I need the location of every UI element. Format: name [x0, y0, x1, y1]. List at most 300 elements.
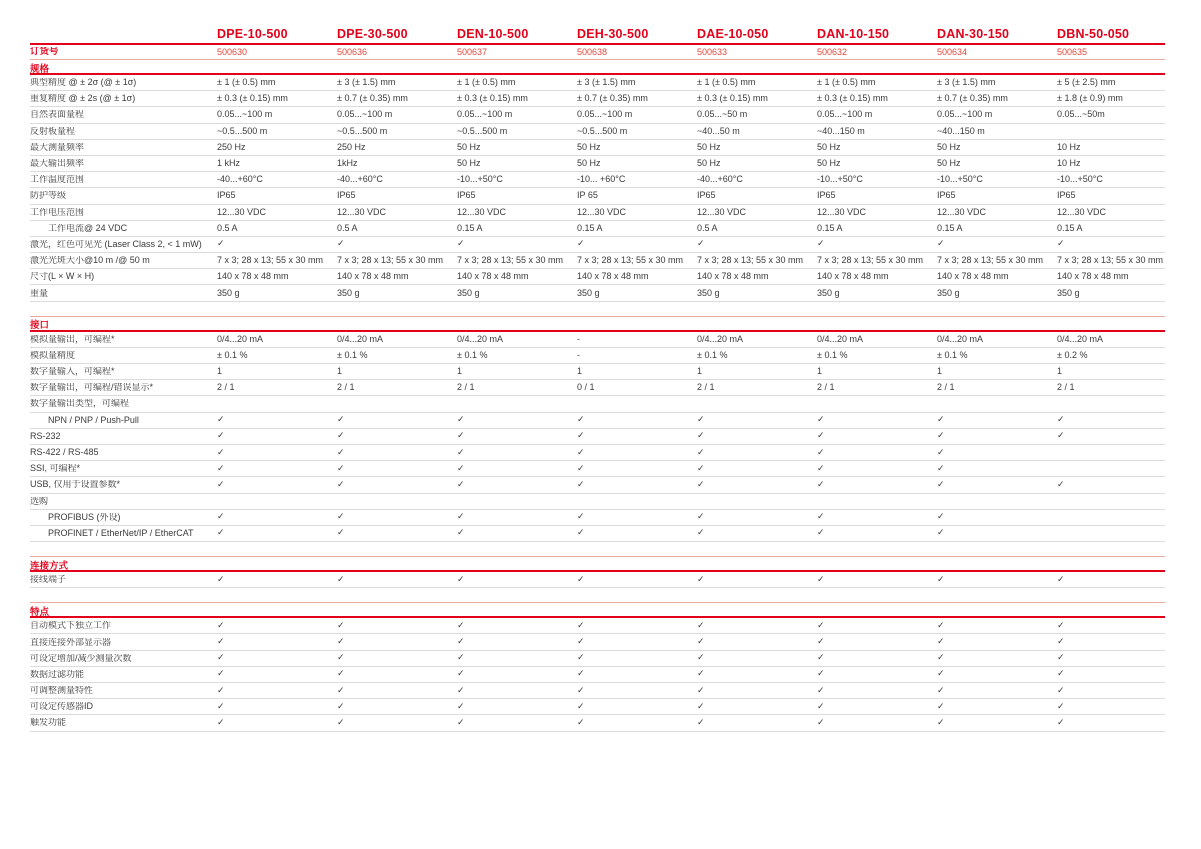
table-row	[30, 269, 1165, 285]
cell-value: 140 x 78 x 48 mm	[697, 272, 769, 282]
check-icon: ✓	[1057, 637, 1065, 648]
cell-value: 12...30 VDC	[457, 207, 507, 217]
cell-value	[457, 415, 577, 425]
check-icon: ✓	[457, 512, 465, 523]
cell-value	[337, 512, 457, 522]
check-icon: ✓	[217, 431, 225, 442]
cell-value	[217, 464, 337, 474]
cell-value	[817, 480, 937, 490]
row-label: 模拟量输出，可编程*	[30, 334, 115, 344]
cell-value: 140 x 78 x 48 mm	[457, 272, 529, 282]
cell-value: ± 0.1 %	[697, 350, 728, 360]
cell-value: 0/4...20 mA	[937, 334, 984, 344]
cell-value	[817, 718, 937, 728]
section-title: 规格	[30, 63, 50, 75]
cell-value	[817, 686, 937, 696]
check-icon: ✓	[817, 431, 825, 442]
table-row	[30, 396, 1165, 412]
table-row	[30, 445, 1165, 461]
section-header	[30, 557, 1165, 572]
product-name: DAE-10-050	[697, 27, 769, 41]
table-row	[30, 526, 1165, 542]
check-icon: ✓	[217, 463, 225, 474]
cell-value: ~0.5...500 m	[337, 126, 388, 136]
cell-value: 7 x 3; 28 x 13; 55 x 30 mm	[337, 256, 444, 266]
cell-value: ± 0.3 (± 0.15) mm	[817, 94, 888, 104]
cell-value: 10 Hz	[1057, 159, 1081, 169]
cell-value	[337, 575, 457, 585]
cell-value	[817, 528, 937, 538]
check-icon: ✓	[577, 447, 585, 458]
cell-value	[337, 431, 457, 441]
check-icon: ✓	[697, 528, 705, 539]
check-icon: ✓	[1057, 239, 1065, 250]
check-icon: ✓	[937, 479, 945, 490]
cell-value: 0.05...~100 m	[457, 110, 513, 120]
order-number: 500637	[457, 47, 488, 57]
cell-value: 140 x 78 x 48 mm	[337, 272, 409, 282]
cell-value: 2 / 1	[937, 383, 955, 393]
check-icon: ✓	[1057, 653, 1065, 664]
cell-value	[697, 239, 817, 249]
row-label: 数字量输出，可编程/错误显示*	[30, 383, 154, 393]
order-number-label: 订货号	[30, 47, 59, 57]
table-row	[30, 715, 1165, 731]
cell-value	[577, 239, 697, 249]
table-row	[30, 188, 1165, 204]
cell-value	[817, 653, 937, 663]
cell-value: 1	[697, 367, 703, 377]
cell-value: ± 0.3 (± 0.15) mm	[217, 94, 288, 104]
cell-value: ~0.5...500 m	[217, 126, 268, 136]
cell-value: ~40...150 m	[937, 126, 985, 136]
check-icon: ✓	[457, 685, 465, 696]
check-icon: ✓	[337, 717, 345, 728]
check-icon: ✓	[217, 685, 225, 696]
row-label: RS-422 / RS-485	[30, 448, 99, 458]
check-icon: ✓	[337, 528, 345, 539]
check-icon: ✓	[217, 669, 225, 680]
check-icon: ✓	[937, 512, 945, 523]
cell-value: -40...+60°C	[697, 175, 743, 185]
cell-value: ~0.5...500 m	[577, 126, 628, 136]
cell-value	[337, 464, 457, 474]
check-icon: ✓	[1057, 620, 1065, 631]
check-icon: ✓	[817, 239, 825, 250]
table-row	[30, 332, 1165, 348]
check-icon: ✓	[937, 239, 945, 250]
table-row	[30, 461, 1165, 477]
check-icon: ✓	[937, 447, 945, 458]
check-icon: ✓	[577, 431, 585, 442]
section-0	[30, 60, 1165, 302]
cell-value: 50 Hz	[937, 142, 961, 152]
cell-value: 140 x 78 x 48 mm	[1057, 272, 1129, 282]
cell-value: IP65	[1057, 191, 1076, 201]
order-number: 500630	[217, 47, 248, 57]
cell-value	[697, 718, 817, 728]
order-number: 500638	[577, 47, 608, 57]
cell-value	[217, 637, 337, 647]
product-name: DEN-10-500	[457, 27, 529, 41]
cell-value: 7 x 3; 28 x 13; 55 x 30 mm	[697, 256, 804, 266]
cell-value: 250 Hz	[217, 142, 246, 152]
cell-value	[697, 431, 817, 441]
check-icon: ✓	[577, 415, 585, 426]
cell-value	[457, 686, 577, 696]
check-icon: ✓	[217, 239, 225, 250]
check-icon: ✓	[817, 463, 825, 474]
check-icon: ✓	[457, 653, 465, 664]
cell-value	[577, 480, 697, 490]
check-icon: ✓	[817, 620, 825, 631]
cell-value	[1057, 669, 1165, 679]
row-label: 接线端子	[30, 575, 67, 585]
check-icon: ✓	[937, 415, 945, 426]
check-icon: ✓	[817, 685, 825, 696]
cell-value	[1057, 653, 1165, 663]
check-icon: ✓	[577, 528, 585, 539]
check-icon: ✓	[337, 669, 345, 680]
table-row	[30, 651, 1165, 667]
check-icon: ✓	[577, 239, 585, 250]
section-header	[30, 603, 1165, 618]
cell-value	[337, 448, 457, 458]
table-row	[30, 634, 1165, 650]
row-label: 数字量输入，可编程*	[30, 367, 115, 377]
cell-value: ~0.5...500 m	[457, 126, 508, 136]
cell-value	[217, 575, 337, 585]
cell-value	[937, 464, 1057, 474]
row-label: RS-232	[30, 431, 61, 441]
cell-value	[1057, 480, 1165, 490]
cell-value: IP65	[937, 191, 956, 201]
cell-value: ± 0.1 %	[817, 350, 848, 360]
cell-value: -10...+50°C	[1057, 175, 1103, 185]
check-icon: ✓	[577, 512, 585, 523]
cell-value	[457, 512, 577, 522]
check-icon: ✓	[697, 479, 705, 490]
check-icon: ✓	[337, 701, 345, 712]
row-label: 数字量输出类型，可编程	[30, 399, 130, 409]
cell-value: 350 g	[817, 288, 840, 298]
cell-value: 0.05...~50m	[1057, 110, 1105, 120]
table-row	[30, 205, 1165, 221]
check-icon: ✓	[1057, 574, 1065, 585]
cell-value	[817, 702, 937, 712]
cell-value: 0.05...~100 m	[577, 110, 633, 120]
cell-value	[457, 575, 577, 585]
cell-value: 12...30 VDC	[337, 207, 387, 217]
row-label: 尺寸(L × W × H)	[30, 272, 95, 282]
row-label: 模拟量精度	[30, 350, 76, 360]
cell-value	[457, 239, 577, 249]
cell-value	[457, 653, 577, 663]
cell-value: 1kHz	[337, 159, 358, 169]
check-icon: ✓	[697, 653, 705, 664]
cell-value: 10 Hz	[1057, 142, 1081, 152]
cell-value	[1057, 621, 1165, 631]
check-icon: ✓	[817, 717, 825, 728]
table-row	[30, 348, 1165, 364]
cell-value: 350 g	[697, 288, 720, 298]
cell-value	[217, 669, 337, 679]
cell-value	[937, 575, 1057, 585]
cell-value: ± 1.8 (± 0.9) mm	[1057, 94, 1123, 104]
cell-value: 0.15 A	[457, 223, 483, 233]
check-icon: ✓	[1057, 717, 1065, 728]
cell-value: 12...30 VDC	[217, 207, 267, 217]
cell-value: 350 g	[1057, 288, 1080, 298]
cell-value: -10...+50°C	[937, 175, 983, 185]
check-icon: ✓	[577, 685, 585, 696]
check-icon: ✓	[457, 574, 465, 585]
check-icon: ✓	[697, 574, 705, 585]
check-icon: ✓	[577, 701, 585, 712]
check-icon: ✓	[457, 239, 465, 250]
cell-value: 2 / 1	[337, 383, 355, 393]
cell-value	[937, 239, 1057, 249]
check-icon: ✓	[697, 701, 705, 712]
check-icon: ✓	[577, 669, 585, 680]
cell-value	[697, 512, 817, 522]
cell-value	[577, 464, 697, 474]
cell-value	[577, 653, 697, 663]
cell-value: 50 Hz	[697, 142, 721, 152]
section-2	[30, 556, 1165, 588]
cell-value: -10... +60°C	[577, 175, 626, 185]
cell-value: 2 / 1	[457, 383, 475, 393]
cell-value: ± 0.1 %	[457, 350, 488, 360]
cell-value: IP65	[217, 191, 236, 201]
row-label: 工作温度范围	[30, 175, 85, 185]
sections-container	[30, 60, 1165, 732]
check-icon: ✓	[337, 637, 345, 648]
order-number: 500636	[337, 47, 368, 57]
check-icon: ✓	[937, 701, 945, 712]
check-icon: ✓	[697, 717, 705, 728]
cell-value: 1	[1057, 367, 1063, 377]
cell-value: ± 0.7 (± 0.35) mm	[937, 94, 1008, 104]
check-icon: ✓	[217, 479, 225, 490]
cell-value: 1 kHz	[217, 159, 241, 169]
table-row	[30, 510, 1165, 526]
row-label: 选购	[30, 496, 49, 506]
check-icon: ✓	[217, 637, 225, 648]
cell-value: 50 Hz	[577, 159, 601, 169]
check-icon: ✓	[697, 669, 705, 680]
row-label: 工作电压范围	[30, 207, 85, 217]
cell-value: 0.15 A	[937, 223, 963, 233]
check-icon: ✓	[1057, 431, 1065, 442]
cell-value: 7 x 3; 28 x 13; 55 x 30 mm	[937, 256, 1044, 266]
cell-value: 0/4...20 mA	[217, 334, 264, 344]
cell-value	[697, 637, 817, 647]
cell-value: ± 1 (± 0.5) mm	[217, 78, 276, 88]
cell-value	[817, 239, 937, 249]
table-row	[30, 380, 1165, 396]
cell-value	[577, 415, 697, 425]
cell-value	[1057, 431, 1165, 441]
cell-value	[697, 621, 817, 631]
cell-value: 7 x 3; 28 x 13; 55 x 30 mm	[817, 256, 924, 266]
cell-value	[337, 480, 457, 490]
row-label: 工作电流@ 24 VDC	[48, 223, 128, 233]
check-icon: ✓	[457, 415, 465, 426]
check-icon: ✓	[217, 447, 225, 458]
cell-value	[577, 575, 697, 585]
cell-value	[697, 480, 817, 490]
check-icon: ✓	[337, 685, 345, 696]
cell-value: IP65	[457, 191, 476, 201]
cell-value: ± 0.1 %	[217, 350, 248, 360]
check-icon: ✓	[217, 620, 225, 631]
cell-value	[697, 702, 817, 712]
check-icon: ✓	[337, 239, 345, 250]
check-icon: ✓	[337, 431, 345, 442]
cell-value: 50 Hz	[577, 142, 601, 152]
check-icon: ✓	[337, 463, 345, 474]
cell-value: ~40...150 m	[817, 126, 865, 136]
check-icon: ✓	[577, 463, 585, 474]
check-icon: ✓	[217, 574, 225, 585]
table-row	[30, 237, 1165, 253]
cell-value	[457, 431, 577, 441]
cell-value	[697, 448, 817, 458]
cell-value	[457, 464, 577, 474]
cell-value: 50 Hz	[937, 159, 961, 169]
cell-value	[337, 653, 457, 663]
cell-value: ± 3 (± 1.5) mm	[577, 78, 636, 88]
cell-value: 2 / 1	[217, 383, 235, 393]
cell-value	[817, 669, 937, 679]
table-row	[30, 494, 1165, 510]
cell-value	[577, 718, 697, 728]
cell-value	[1057, 702, 1165, 712]
row-label: 重复精度 @ ± 2s (@ ± 1σ)	[30, 94, 136, 104]
cell-value: ± 5 (± 2.5) mm	[1057, 78, 1116, 88]
row-label: 防护等级	[30, 191, 67, 201]
cell-value	[697, 575, 817, 585]
check-icon: ✓	[1057, 685, 1065, 696]
check-icon: ✓	[937, 717, 945, 728]
row-label: 数据过滤功能	[30, 669, 85, 679]
cell-value	[937, 702, 1057, 712]
cell-value: 250 Hz	[337, 142, 366, 152]
cell-value: 350 g	[937, 288, 960, 298]
cell-value	[457, 718, 577, 728]
cell-value	[337, 669, 457, 679]
check-icon: ✓	[817, 637, 825, 648]
row-label: 可设定增加/减少测量次数	[30, 653, 132, 663]
check-icon: ✓	[217, 717, 225, 728]
order-number: 500632	[817, 47, 848, 57]
check-icon: ✓	[457, 669, 465, 680]
row-label: 最大测量频率	[30, 142, 85, 152]
check-icon: ✓	[217, 701, 225, 712]
cell-value: ± 3 (± 1.5) mm	[337, 78, 396, 88]
cell-value: ± 0.3 (± 0.15) mm	[697, 94, 768, 104]
check-icon: ✓	[697, 415, 705, 426]
cell-value	[457, 448, 577, 458]
check-icon: ✓	[577, 620, 585, 631]
table-row	[30, 572, 1165, 588]
cell-value	[457, 621, 577, 631]
cell-value	[1057, 415, 1165, 425]
section-header	[30, 60, 1165, 75]
cell-value	[217, 239, 337, 249]
cell-value: 140 x 78 x 48 mm	[937, 272, 1009, 282]
check-icon: ✓	[577, 479, 585, 490]
check-icon: ✓	[817, 479, 825, 490]
cell-value: 50 Hz	[817, 159, 841, 169]
cell-value: IP65	[337, 191, 356, 201]
check-icon: ✓	[817, 447, 825, 458]
cell-value: ± 0.2 %	[1057, 350, 1088, 360]
order-number: 500633	[697, 47, 728, 57]
check-icon: ✓	[577, 653, 585, 664]
check-icon: ✓	[697, 620, 705, 631]
table-row	[30, 699, 1165, 715]
cell-value: 12...30 VDC	[937, 207, 987, 217]
row-label: SSI, 可编程*	[30, 464, 81, 474]
cell-value	[337, 702, 457, 712]
cell-value: 140 x 78 x 48 mm	[217, 272, 289, 282]
table-row	[30, 172, 1165, 188]
check-icon: ✓	[817, 528, 825, 539]
cell-value: 0/4...20 mA	[1057, 334, 1104, 344]
cell-value: 50 Hz	[457, 142, 481, 152]
cell-value	[337, 686, 457, 696]
cell-value	[697, 528, 817, 538]
cell-value	[457, 669, 577, 679]
check-icon: ✓	[457, 620, 465, 631]
cell-value: ± 1 (± 0.5) mm	[817, 78, 876, 88]
cell-value: 0.5 A	[217, 223, 238, 233]
row-label: 典型精度 @ ± 2σ (@ ± 1σ)	[30, 78, 137, 88]
cell-value: -10...+50°C	[817, 175, 863, 185]
check-icon: ✓	[697, 431, 705, 442]
cell-value	[577, 702, 697, 712]
check-icon: ✓	[697, 685, 705, 696]
cell-value: ± 0.7 (± 0.35) mm	[337, 94, 408, 104]
table-row	[30, 667, 1165, 683]
cell-value	[577, 512, 697, 522]
cell-value: 0 / 1	[577, 383, 595, 393]
row-label: 重量	[30, 288, 49, 298]
row-label: 触发功能	[30, 718, 67, 728]
cell-value: 0.05...~100 m	[217, 110, 273, 120]
cell-value: 7 x 3; 28 x 13; 55 x 30 mm	[457, 256, 564, 266]
product-name: DAN-30-150	[937, 27, 1010, 41]
cell-value	[577, 431, 697, 441]
section-title: 特点	[30, 606, 50, 618]
cell-value: 1	[577, 367, 583, 377]
check-icon: ✓	[937, 620, 945, 631]
product-name: DPE-10-500	[217, 27, 288, 41]
cell-value	[217, 415, 337, 425]
check-icon: ✓	[937, 653, 945, 664]
cell-value	[217, 702, 337, 712]
cell-value: 12...30 VDC	[817, 207, 867, 217]
row-label: USB, 仅用于设置参数*	[30, 480, 121, 490]
check-icon: ✓	[697, 239, 705, 250]
cell-value	[697, 686, 817, 696]
cell-value: 0/4...20 mA	[457, 334, 504, 344]
table-row	[30, 285, 1165, 301]
check-icon: ✓	[817, 653, 825, 664]
cell-value: 1	[817, 367, 823, 377]
